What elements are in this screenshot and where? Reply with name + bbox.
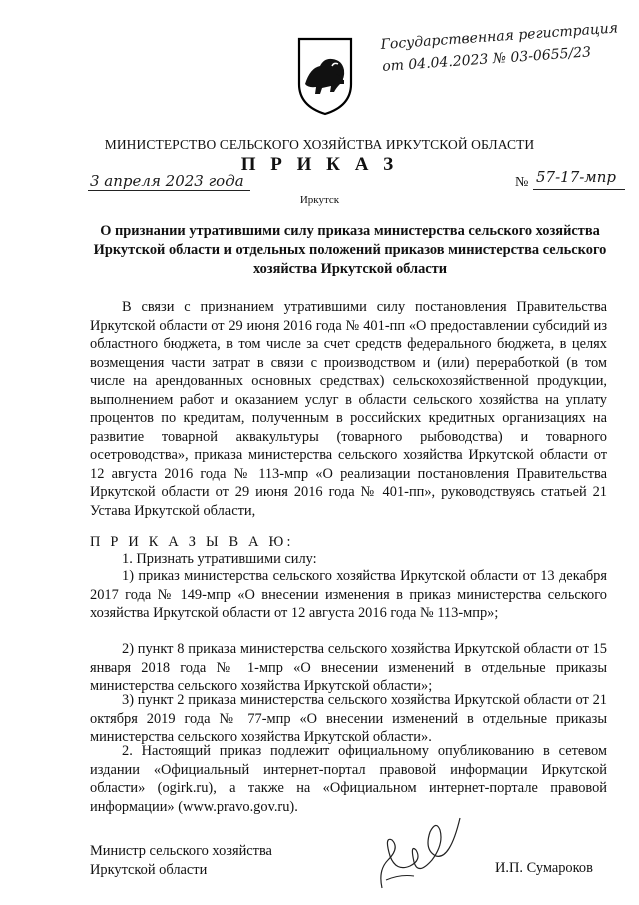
order-heading: П Р И К А З Ы В А Ю: <box>90 534 294 550</box>
item-1-subitem-3: 3) пункт 2 приказа министерства сельского хозяйства Иркутской области от 21 октября 2019 года № 77-мпр «О внесении изменений в отдельные приказы министерства сельского хозяйства Иркутской области». <box>90 692 607 745</box>
signer-position-line-2: Иркутской области <box>90 861 208 878</box>
registration-note <box>380 17 632 78</box>
coat-of-arms-emblem <box>296 36 354 116</box>
number-underline <box>533 189 625 190</box>
document-type-title: П Р И К А З <box>240 154 399 175</box>
item-1-subitem-2: 2) пункт 8 приказа министерства сельского хозяйства Иркутской области от 15 января 2018 года № 1-мпр «О внесении изменений в отдельные приказы министерства сельского хозяйства Иркутской области»; <box>90 641 607 694</box>
handwritten-signature <box>370 810 465 895</box>
number-sign: № <box>515 175 529 190</box>
date-underline <box>88 190 250 191</box>
item-1-subitem-1: 1) приказ министерства сельского хозяйства Иркутской области от 13 декабря 2017 года № 149-мпр «О внесении изменения в приказ министерства сельского хозяйства Иркутской области от 12 августа 2016 года № 113-мпр»; <box>90 568 607 621</box>
signer-position-line-1: Министр сельского хозяйства <box>90 843 272 859</box>
document-subject: О признании утратившими силу приказа министерства сельского хозяйства Иркутской области и отдельных положений приказов министерства сельского хозяйства Иркутской области <box>93 223 607 277</box>
item-2: 2. Настоящий приказ подлежит официальному опубликованию в сетевом издании «Официальный интернет-портал правовой информации Иркутской области» (ogirk.ru), а также на «Официальном интернет-портале правовой информации» (www.pravo.gov.ru). <box>90 743 607 815</box>
signer-position <box>90 842 272 879</box>
registration-line-1: Государственная регистрация <box>380 20 619 53</box>
document-number: 57-17-мпр <box>536 168 617 186</box>
item-1: 1. Признать утратившими силу: <box>122 551 317 567</box>
ministry-name: МИНИСТЕРСТВО СЕЛЬСКОГО ХОЗЯЙСТВА ИРКУТСКОЙ ОБЛАСТИ <box>104 137 535 152</box>
preamble-paragraph: В связи с признанием утратившими силу постановления Правительства Иркутской области от 29 июня 2016 года № 401-пп «О предоставлении субсидий из областного бюджета, в том числе за счет средств федерального бюджета, в целях возмещения части затрат в связи с производством и (или) переработкой (в том числе на арендованных основных средствах) сельскохозяйственной продукции, выполнением работ и оказанием услуг в области сельского хозяйства на уплату процентов по кредитам, полученным в российских кредитных организациях на развитие товарной аквакультуры (товарного рыбоводства) и товарного осетроводства», приказа министерства сельского хозяйства Иркутской области от 12 августа 2016 года № 113-мпр «О реализации постановления Правительства Иркутской области от 29 июня 2016 года № 401-пп», руководствуясь статьей 21 Устава Иркутской области, <box>90 299 607 519</box>
document-date: 3 апреля 2023 года <box>90 172 244 190</box>
document-city: Иркутск <box>299 194 340 206</box>
signer-name: И.П. Сумароков <box>495 860 593 876</box>
registration-line-2: от 04.04.2023 № 03-0655/23 <box>381 44 592 75</box>
